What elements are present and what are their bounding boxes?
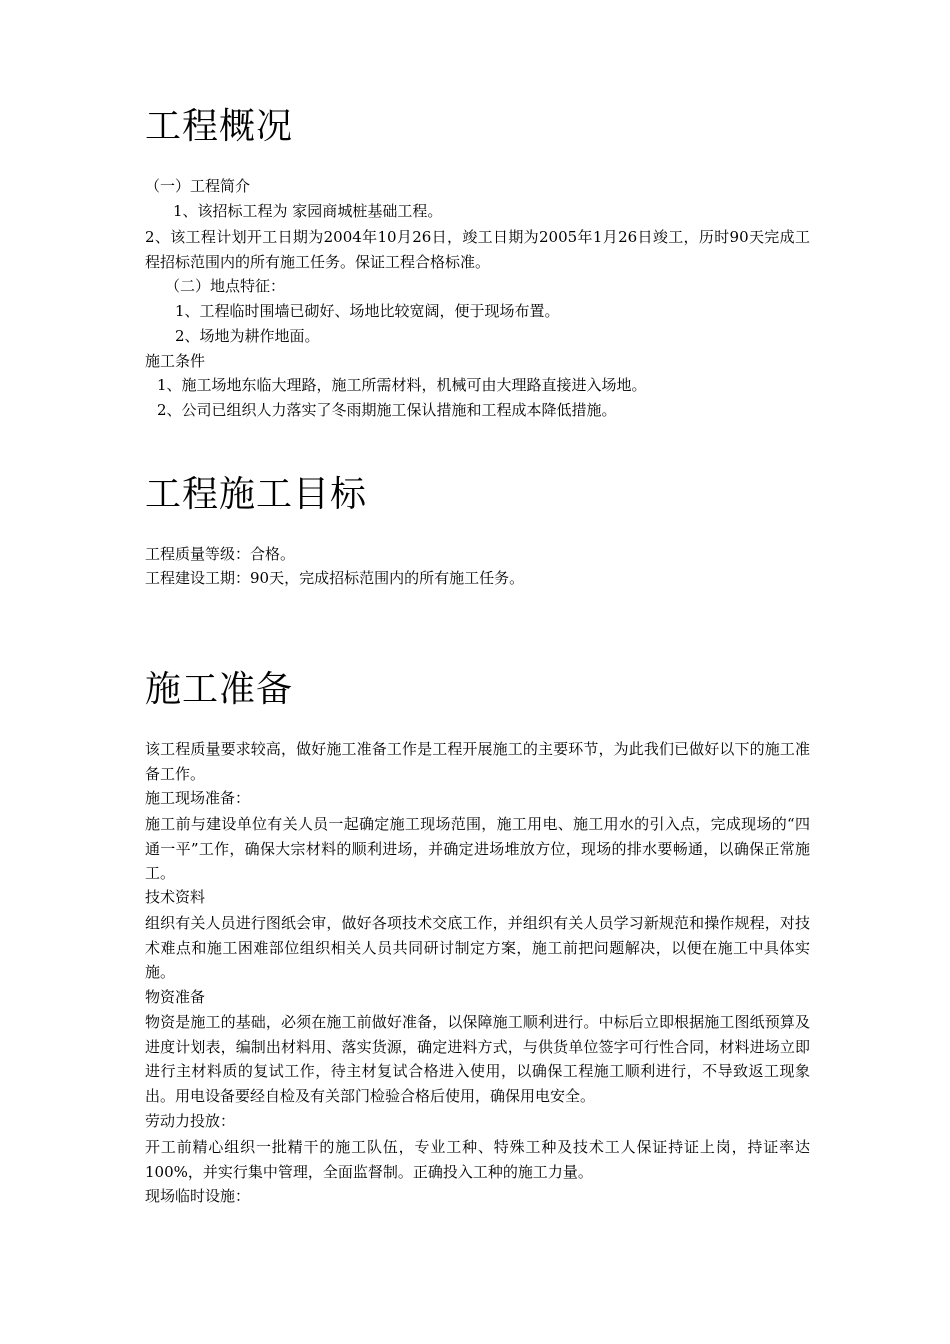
goals-period: 工程建设工期：90天，完成招标范围内的所有施工任务。 [145, 569, 525, 587]
intro-item-1: 1、该招标工程为 家园商城桩基础工程。 [173, 202, 443, 220]
prep-site-text: 施工前与建设单位有关人员一起确定施工现场范围，施工用电、施工用水的引入点，完成现场的“四通一平”工作，确保大宗材料的顺利进场，并确定进场堆放方位，现场的排水要畅通，以确保正常施工。 [145, 815, 810, 883]
prep-materials-heading: 物资准备 [145, 988, 206, 1006]
conditions-heading: 施工条件 [145, 352, 206, 370]
prep-intro: 该工程质量要求较高，做好施工准备工作是工程开展施工的主要环节，为此我们已做好以下的施工准备工作。 [145, 740, 810, 783]
intro-item-2: 2、该工程计划开工日期为2004年10月26日，竣工日期为2005年1月26日竣工，历时90天完成工程招标范围内的所有施工任务。保证工程合格标准。 [145, 228, 810, 271]
prep-site-heading: 施工现场准备： [145, 789, 251, 807]
site-item-2: 2、场地为耕作地面。 [175, 327, 320, 345]
site-heading: （二）地点特征： [165, 277, 286, 295]
prep-tech-heading: 技术资料 [145, 888, 206, 906]
prep-labor-heading: 劳动力投放： [145, 1112, 236, 1130]
conditions-item-1: 1、施工场地东临大理路，施工所需材料，机械可由大理路直接进入场地。 [157, 376, 647, 394]
prep-materials-text: 物资是施工的基础，必须在施工前做好准备，以保障施工顺利进行。中标后立即根据施工图纸预算及进度计划表，编制出材料用、落实货源，确定进料方式，与供货单位签字可行性合同，材料进场立即进行主材料质的复试工作，待主材复试合格进入使用，以确保工程施工顺利进行，不导致返工现象出。用电设备要经自检及有关部门检验合格后使用，确保用电安全。 [145, 1013, 810, 1105]
prep-tech-text: 组织有关人员进行图纸会审，做好各项技术交底工作，并组织有关人员学习新规范和操作规程，对技术难点和施工困难部位组织相关人员共同研讨制定方案，施工前把问题解决，以便在施工中具体实施。 [145, 914, 810, 982]
section-title-goals: 工程施工目标 [145, 474, 368, 515]
section-title-overview: 工程概况 [145, 106, 294, 147]
conditions-item-2: 2、公司已组织人力落实了冬雨期施工保认措施和工程成本降低措施。 [157, 401, 617, 419]
prep-labor-text: 开工前精心组织一批精干的施工队伍，专业工种、特殊工种及技术工人保证持证上岗，持证率达100%，并实行集中管理，全面监督制。正确投入工种的施工力量。 [145, 1138, 810, 1181]
intro-heading: （一）工程简介 [145, 177, 251, 195]
site-item-1: 1、工程临时围墙已砌好、场地比较宽阔，便于现场布置。 [175, 302, 560, 320]
goals-quality: 工程质量等级：合格。 [145, 545, 296, 563]
section-title-preparation: 施工准备 [145, 669, 294, 710]
prep-temp-heading: 现场临时设施： [145, 1187, 251, 1205]
